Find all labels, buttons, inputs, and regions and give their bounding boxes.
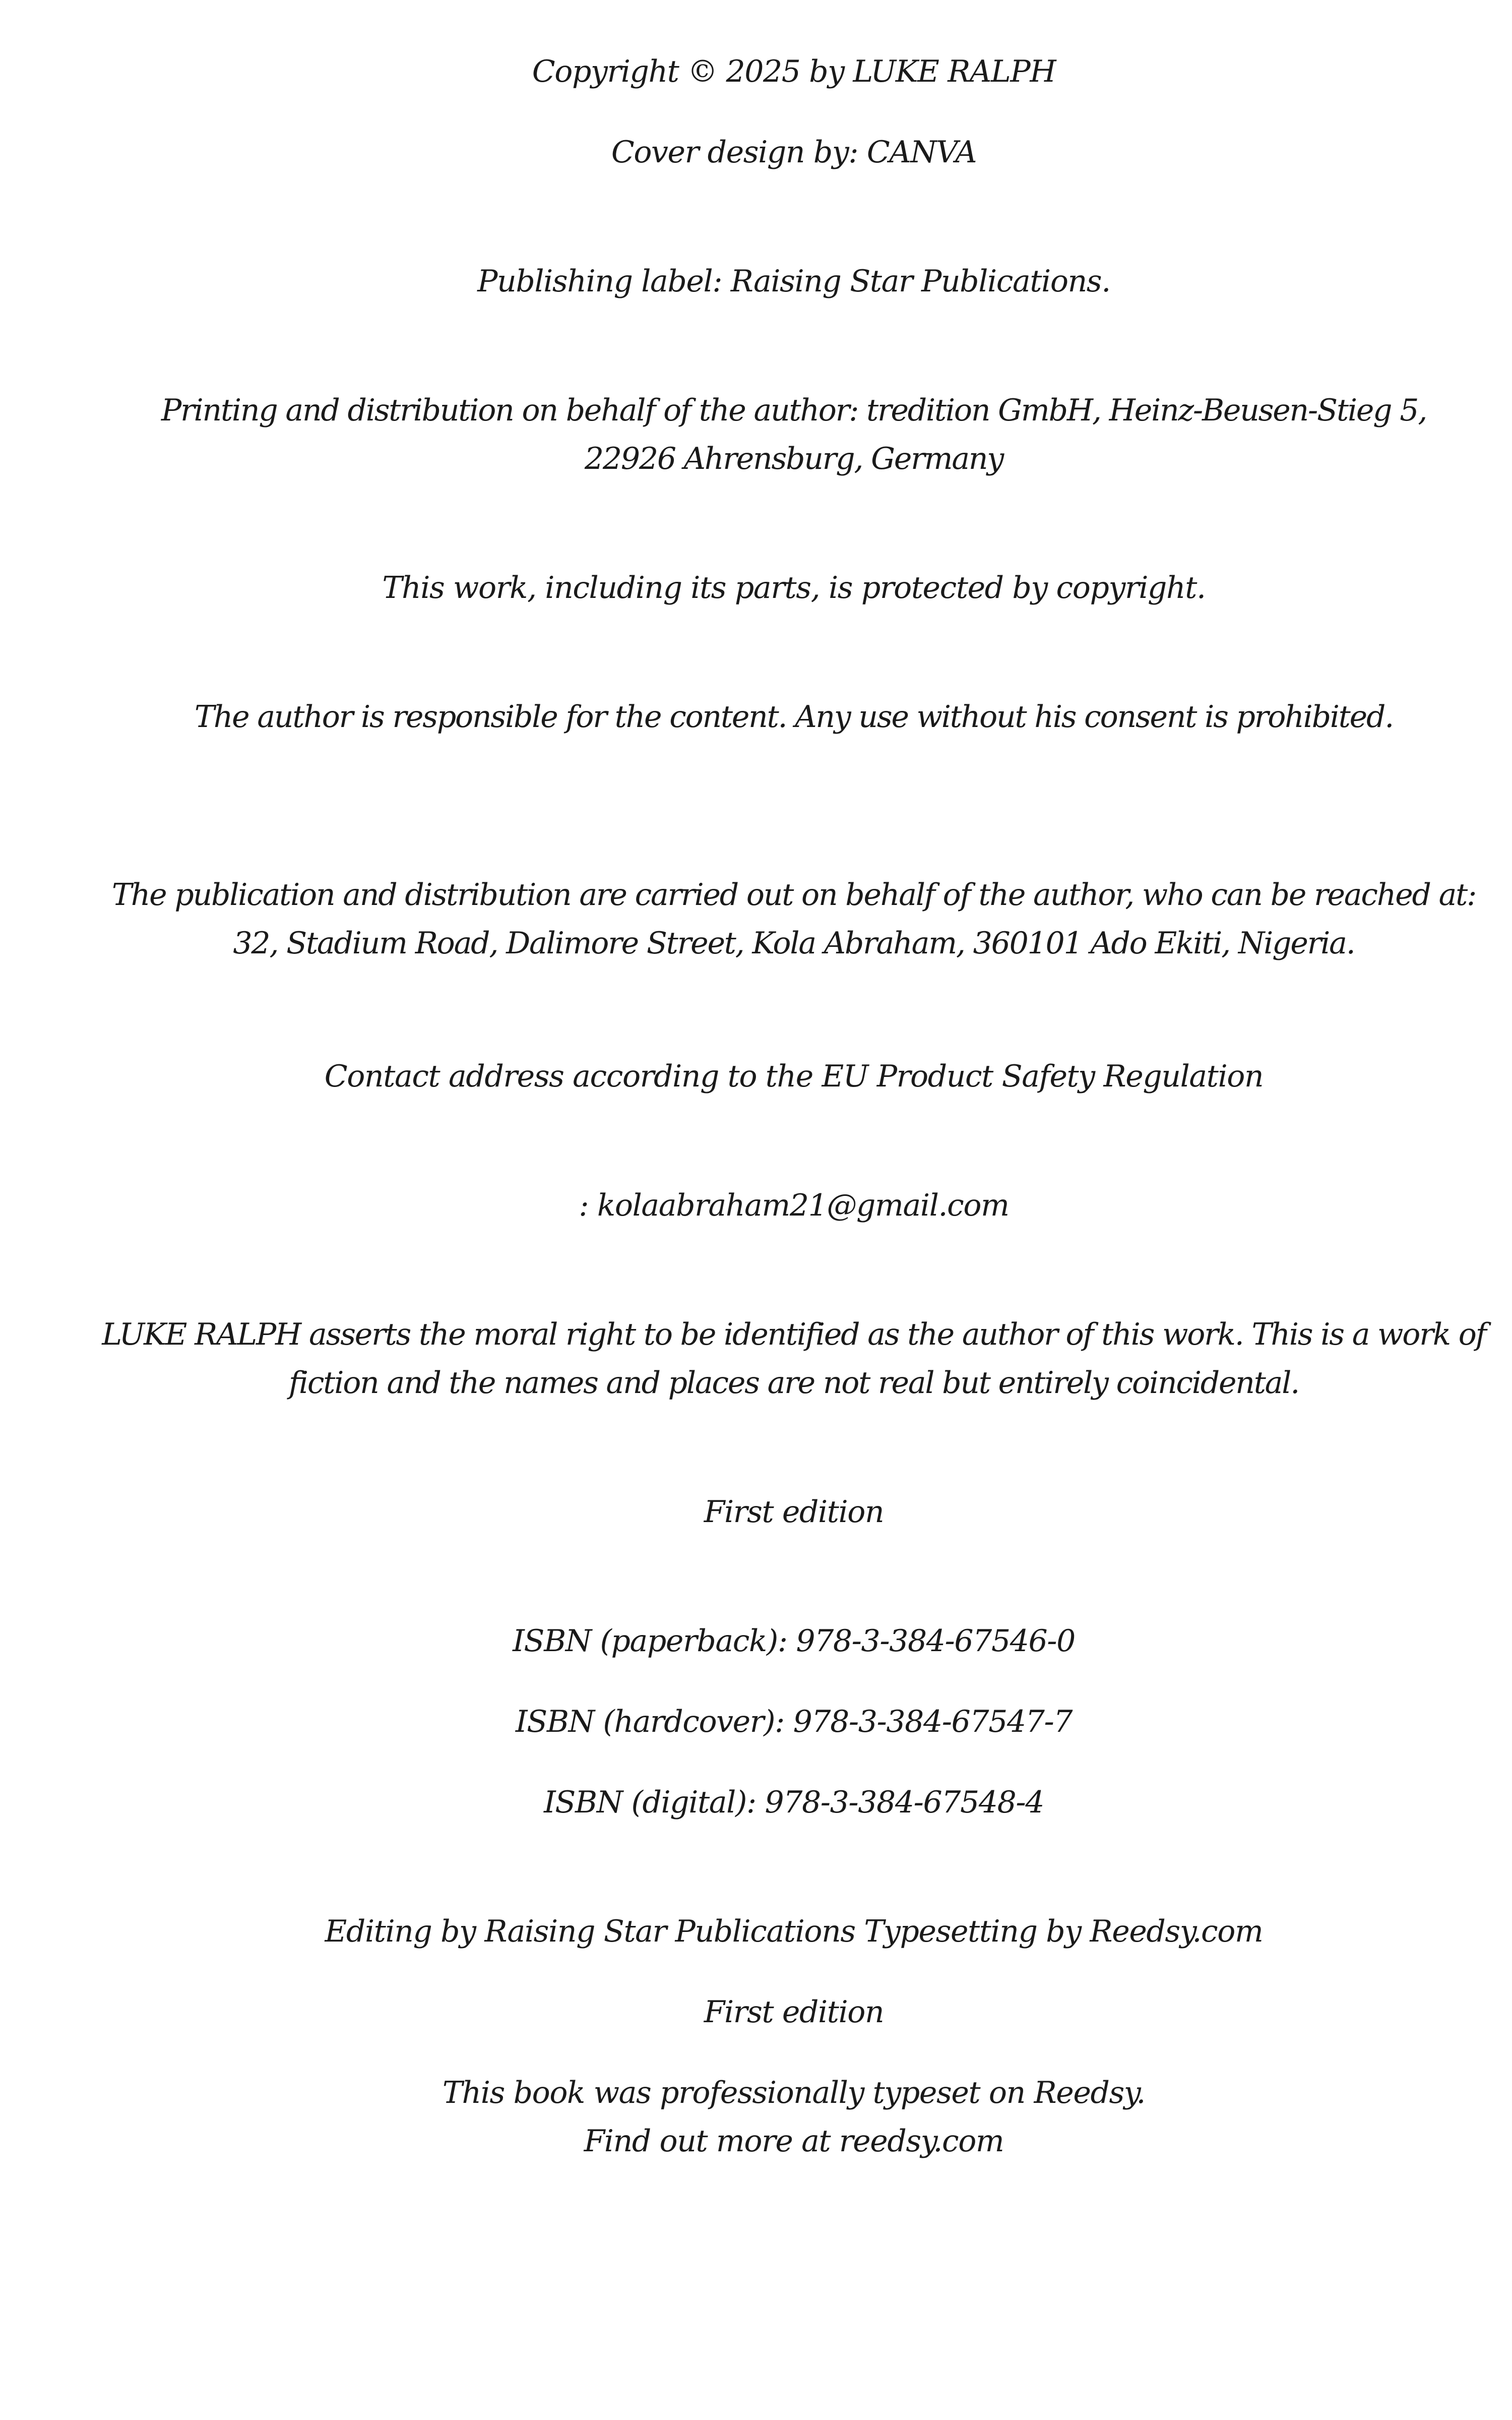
isbn-hardcover: ISBN (hardcover): 978-3-384-67547-7 — [515, 1704, 1073, 1739]
moral-right-notice — [38, 1310, 1512, 1407]
eu-contact-email: : kolaabraham21@gmail.com — [579, 1188, 1009, 1223]
reedsy-note-line-2: Find out more at reedsy.com — [584, 2124, 1004, 2159]
publication-contact-line-2: 32, Stadium Road, Dalimore Street, Kola Abraham, 360101 Ado Ekiti, Nigeria. — [233, 926, 1355, 961]
publication-contact-line-1: The publication and distribution are carried out on behalf of the author, who can be reached at: — [111, 877, 1476, 913]
copyright-line: Copyright © 2025 by LUKE RALPH — [532, 54, 1056, 89]
moral-right-line-1: LUKE RALPH asserts the moral right to be identified as the author of this work. This is a work of — [102, 1317, 1486, 1352]
first-edition-label-2: First edition — [704, 1994, 884, 2030]
reedsy-note-line-1: This book was professionally typeset on Reedsy. — [442, 2075, 1146, 2110]
eu-contact-label: Contact address according to the EU Product Safety Regulation — [324, 1059, 1264, 1094]
printing-distribution-notice — [38, 386, 1512, 483]
reedsy-typeset-note — [38, 2069, 1512, 2165]
cover-design-credit: Cover design by: CANVA — [611, 135, 977, 170]
editing-typesetting-credit: Editing by Raising Star Publications Typesetting by Reedsy.com — [325, 1914, 1263, 1949]
copyright-protection-notice: This work, including its parts, is protected by copyright. — [382, 570, 1206, 606]
printing-line-2: 22926 Ahrensburg, Germany — [584, 441, 1003, 476]
author-responsibility-notice: The author is responsible for the content. Any use without his consent is prohibited. — [194, 699, 1394, 735]
moral-right-line-2: fiction and the names and places are not real but entirely coincidental. — [288, 1365, 1299, 1401]
publishing-label: Publishing label: Raising Star Publications. — [477, 264, 1110, 299]
first-edition-label: First edition — [704, 1494, 884, 1530]
publication-contact-notice — [38, 871, 1512, 967]
isbn-digital: ISBN (digital): 978-3-384-67548-4 — [544, 1785, 1044, 1820]
printing-line-1: Printing and distribution on behalf of the author: tredition GmbH, Heinz-Beusen-Stieg 5, — [161, 393, 1427, 428]
isbn-paperback: ISBN (paperback): 978-3-384-67546-0 — [513, 1623, 1075, 1659]
